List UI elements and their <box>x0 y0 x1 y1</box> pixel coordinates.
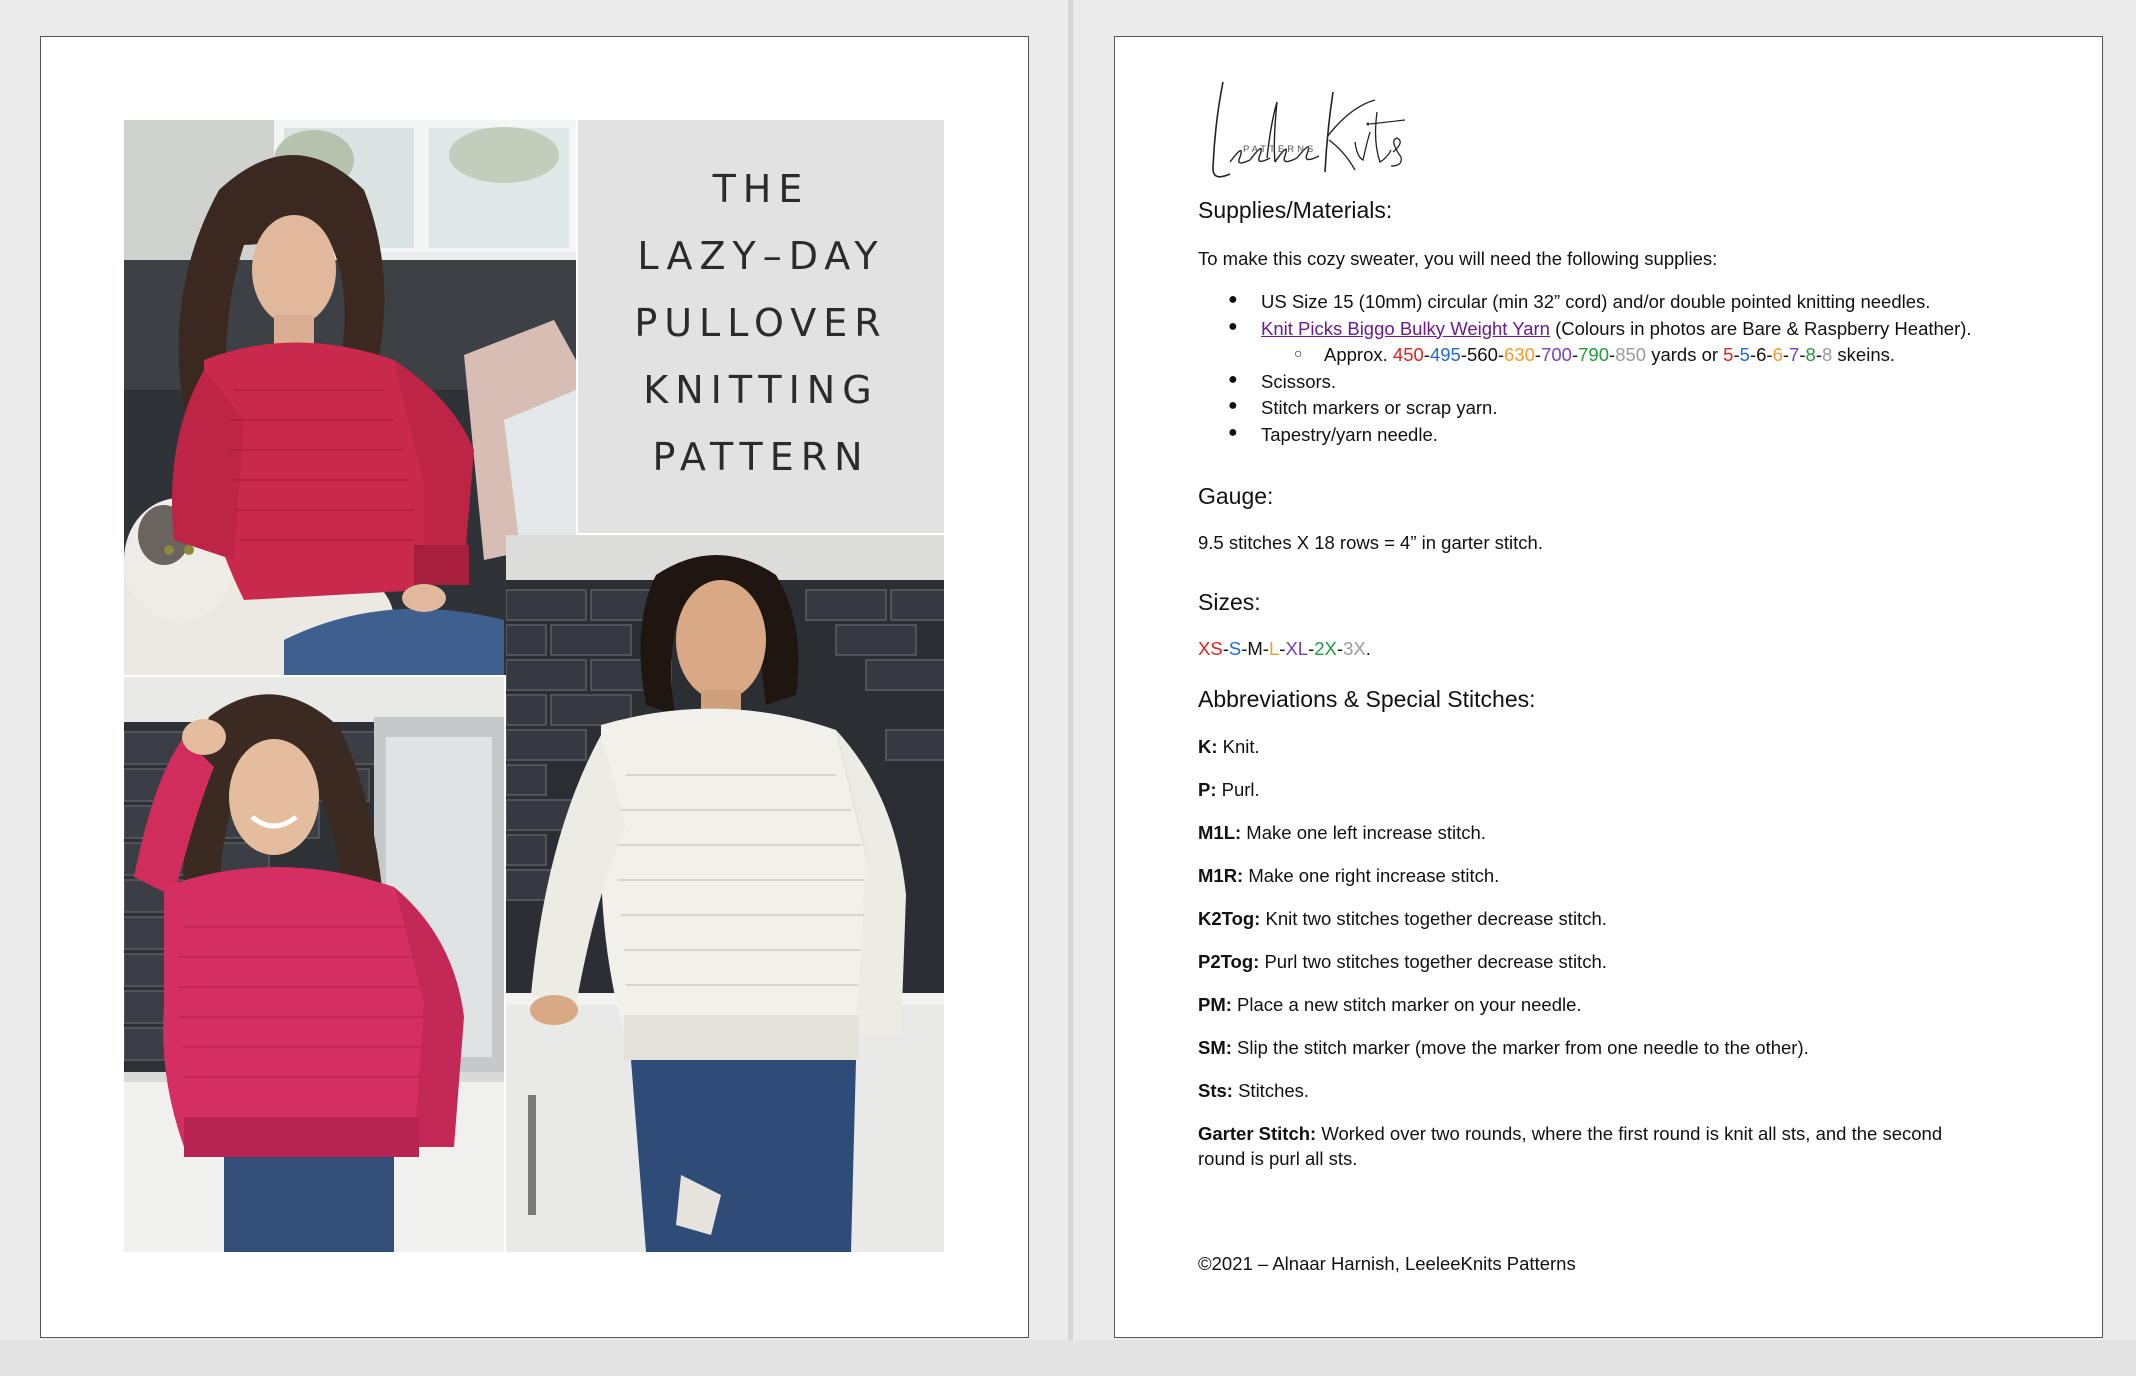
skeins-l: 6 <box>1772 344 1783 365</box>
abbr-row <box>1198 994 1582 1016</box>
supplies-intro: To make this cozy sweater, you will need the following supplies: <box>1198 248 1718 269</box>
abbr-row <box>1198 865 1499 887</box>
abbr-row <box>1198 736 1260 758</box>
abbr-def: Make one left increase stitch. <box>1241 822 1486 843</box>
abbr-term: PM: <box>1198 994 1232 1015</box>
cover-title-line-1: THE <box>712 167 810 211</box>
viewer-bottom-band <box>0 1340 2136 1376</box>
cover-title-line-4: KNITTING <box>643 368 879 412</box>
abbr-term: K2Tog: <box>1198 908 1261 929</box>
scissors-text: Scissors. <box>1261 370 1337 392</box>
markers-text: Stitch markers or scrap yarn. <box>1261 397 1498 418</box>
skeins-word: skeins. <box>1832 344 1895 365</box>
yards-3x: 850 <box>1615 344 1647 365</box>
abbr-def: Knit. <box>1217 736 1260 757</box>
size-l: L <box>1268 638 1280 659</box>
abbr-row <box>1198 951 1607 973</box>
skeins-xs: 5 <box>1723 344 1734 365</box>
abbreviations-heading: Abbreviations & Special Stitches: <box>1198 686 1536 712</box>
page-divider <box>1068 0 1073 1376</box>
skeins-2x: 8 <box>1805 344 1816 365</box>
abbr-term: P: <box>1198 779 1217 800</box>
abbr-term: M1R: <box>1198 865 1244 886</box>
abbr-term: Garter Stitch: <box>1198 1123 1317 1144</box>
content-page <box>1114 36 2103 1338</box>
supplies-heading: Supplies/Materials: <box>1198 197 1393 223</box>
abbr-row-continued: round is purl all sts. <box>1198 1148 1358 1169</box>
abbr-row <box>1198 1037 1809 1059</box>
bullet-icon: ● <box>1228 397 1238 414</box>
photo-woman-cream-sweater <box>506 535 944 1252</box>
skeins-3x: 8 <box>1821 344 1833 365</box>
skeins-m: 6 <box>1756 344 1767 365</box>
hollow-bullet-icon: ○ <box>1294 345 1303 361</box>
cover-title-line-2: LAZY–DAY <box>637 234 885 278</box>
size-xs: XS <box>1198 638 1223 659</box>
abbr-def: Slip the stitch marker (move the marker from one needle to the other). <box>1231 1037 1809 1058</box>
yards-xs: 450 <box>1392 344 1424 365</box>
abbr-term: P2Tog: <box>1198 951 1260 972</box>
leelee-knits-logo <box>1205 62 1425 192</box>
bullet-icon: ● <box>1228 291 1238 308</box>
abbr-term: K: <box>1198 736 1218 757</box>
abbr-row <box>1198 1123 1942 1145</box>
sizes-heading: Sizes: <box>1198 589 1261 615</box>
abbr-term: M1L: <box>1198 822 1242 843</box>
size-2x: 2X <box>1314 638 1337 659</box>
skeins-xl: 7 <box>1789 344 1800 365</box>
abbr-def: Purl. <box>1216 779 1260 800</box>
cover-title-panel <box>578 120 944 533</box>
photo-girl-smiling <box>124 677 504 1252</box>
yards-word: yards or <box>1646 344 1724 365</box>
yards-m: 560 <box>1467 344 1498 365</box>
abbr-row <box>1198 1080 1309 1102</box>
cover-title-line-5: PATTERN <box>652 435 870 479</box>
gauge-text: 9.5 stitches X 18 rows = 4” in garter stitch. <box>1198 532 1543 553</box>
abbr-row <box>1198 908 1607 930</box>
logo-subtitle: PATTERNS <box>1243 144 1317 155</box>
bullet-icon: ● <box>1228 423 1238 441</box>
sizes-list: XS-S-M-L-XL-2X-3X. <box>1198 638 1371 659</box>
abbr-term: SM: <box>1198 1037 1232 1058</box>
yarn-note: (Colours in photos are Bare & Raspberry Heather). <box>1549 317 1972 339</box>
abbr-def: Place a new stitch marker on your needle. <box>1231 994 1582 1015</box>
skeins-s: 5 <box>1739 344 1750 365</box>
cover-page <box>40 36 1029 1338</box>
yards-l: 630 <box>1504 344 1535 365</box>
needles-text: US Size 15 (10mm) circular (min 32” cord) and/or double pointed knitting needles. <box>1261 291 1931 312</box>
cover-title-line-3: PULLOVER <box>634 301 888 345</box>
bullet-icon: ● <box>1228 370 1238 388</box>
yards-s: 495 <box>1429 344 1461 365</box>
tapestry-text: Tapestry/yarn needle. <box>1261 423 1438 445</box>
cover-collage <box>124 120 944 1252</box>
yards-2x: 790 <box>1578 344 1610 365</box>
size-3x: 3X <box>1343 638 1366 659</box>
abbr-def: Make one right increase stitch. <box>1243 865 1500 886</box>
sizes-end: . <box>1365 638 1371 659</box>
size-m: M <box>1247 638 1263 659</box>
abbr-def: Stitches. <box>1232 1080 1310 1101</box>
yards-xl: 700 <box>1541 344 1572 365</box>
abbr-def: Knit two stitches together decrease stitch. <box>1260 908 1607 929</box>
abbr-row <box>1198 779 1260 801</box>
bullet-icon: ● <box>1228 317 1238 335</box>
abbr-def: Purl two stitches together decrease stitch. <box>1259 951 1607 972</box>
abbr-row <box>1198 822 1486 844</box>
abbr-term: Sts: <box>1198 1080 1233 1101</box>
approx-label: Approx. <box>1324 344 1393 365</box>
abbr-def: Worked over two rounds, where the first round is knit all sts, and the second <box>1316 1123 1943 1144</box>
gauge-heading: Gauge: <box>1198 483 1274 509</box>
yarn-link[interactable]: Knit Picks Biggo Bulky Weight Yarn <box>1261 317 1550 339</box>
copyright-footer: ©2021 – Alnaar Harnish, LeeleeKnits Patterns <box>1198 1253 1576 1274</box>
size-s: S <box>1228 638 1242 659</box>
size-xl: XL <box>1285 638 1309 659</box>
yardage-item: Approx. 450-495-560-630-700-790-850 yards or 5-5-6-6-7-8-8 skeins. <box>1324 344 1895 365</box>
yarn-item <box>1261 318 1972 340</box>
